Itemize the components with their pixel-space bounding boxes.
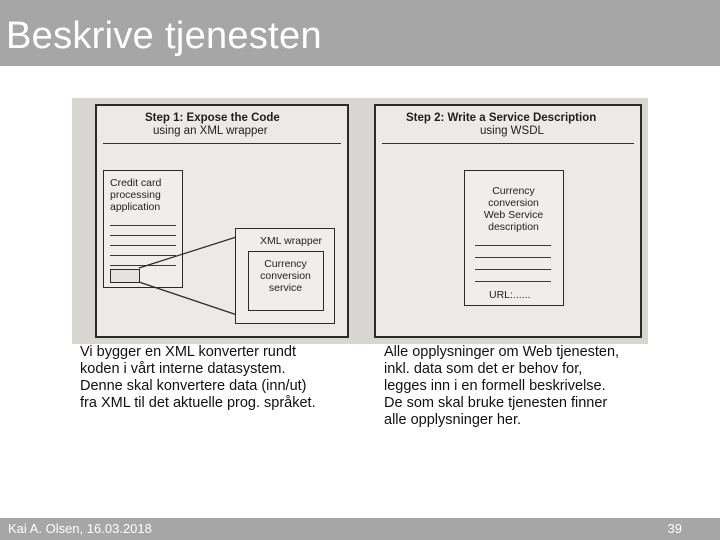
caption-left — [80, 344, 316, 412]
service-box-line-2: conversion — [260, 270, 311, 282]
step2-title: Step 2: Write a Service Description — [406, 112, 597, 124]
footer-author: Kai A. Olsen, 16.03.2018 — [8, 521, 152, 536]
description-line — [475, 269, 551, 270]
desc-box-line-2: conversion — [488, 197, 539, 209]
caption-left-line-2: koden i vårt interne datasystem. — [80, 361, 286, 377]
app-box-line-3: application — [110, 201, 161, 213]
app-box-line-1: Credit card — [110, 177, 162, 189]
description-line — [475, 245, 551, 246]
description-line — [475, 257, 551, 258]
caption-right-line-3: legges inn i en formell beskrivelse. — [384, 378, 606, 394]
step2-header-rule — [382, 143, 634, 144]
step1-subtitle: using an XML wrapper — [153, 125, 268, 137]
caption-left-line-4: fra XML til det aktuelle prog. språket. — [80, 395, 316, 411]
scanned-figure — [72, 98, 648, 344]
xml-wrapper-box — [235, 228, 335, 324]
currency-conversion-service-box — [248, 251, 324, 311]
title-bar — [0, 0, 720, 66]
web-service-description-box — [464, 170, 564, 306]
caption-right-line-4: De som skal bruke tjenesten finner — [384, 395, 608, 411]
desc-box-line-3: Web Service — [483, 209, 544, 221]
description-line — [475, 281, 551, 282]
caption-right-line-2: inkl. data som det er behov for, — [384, 361, 583, 377]
caption-right-line-1: Alle opplysninger om Web tjenesten, — [384, 344, 620, 360]
step2-subtitle: using WSDL — [480, 125, 544, 137]
caption-left-line-3: Denne skal konvertere data (inn/ut) — [80, 378, 307, 394]
page-number: 39 — [667, 521, 682, 536]
slide-title: Beskrive tjenesten — [6, 15, 322, 57]
app-box-line-2: processing — [110, 189, 161, 201]
caption-right-line-5: alle opplysninger her. — [384, 412, 522, 428]
xml-wrapper-label: XML wrapper — [260, 235, 323, 247]
step2-panel — [374, 104, 642, 338]
url-label: URL:...... — [489, 289, 531, 301]
caption-right — [384, 344, 619, 429]
desc-box-line-4: description — [488, 221, 539, 233]
step1-title: Step 1: Expose the Code — [145, 112, 280, 124]
caption-left-line-1: Vi bygger en XML konverter rundt — [80, 344, 297, 360]
step1-panel — [95, 104, 349, 338]
service-box-line-3: service — [268, 282, 303, 294]
service-box-line-1: Currency — [264, 258, 307, 270]
desc-box-line-1: Currency — [492, 185, 535, 197]
footer-bar — [0, 518, 720, 540]
